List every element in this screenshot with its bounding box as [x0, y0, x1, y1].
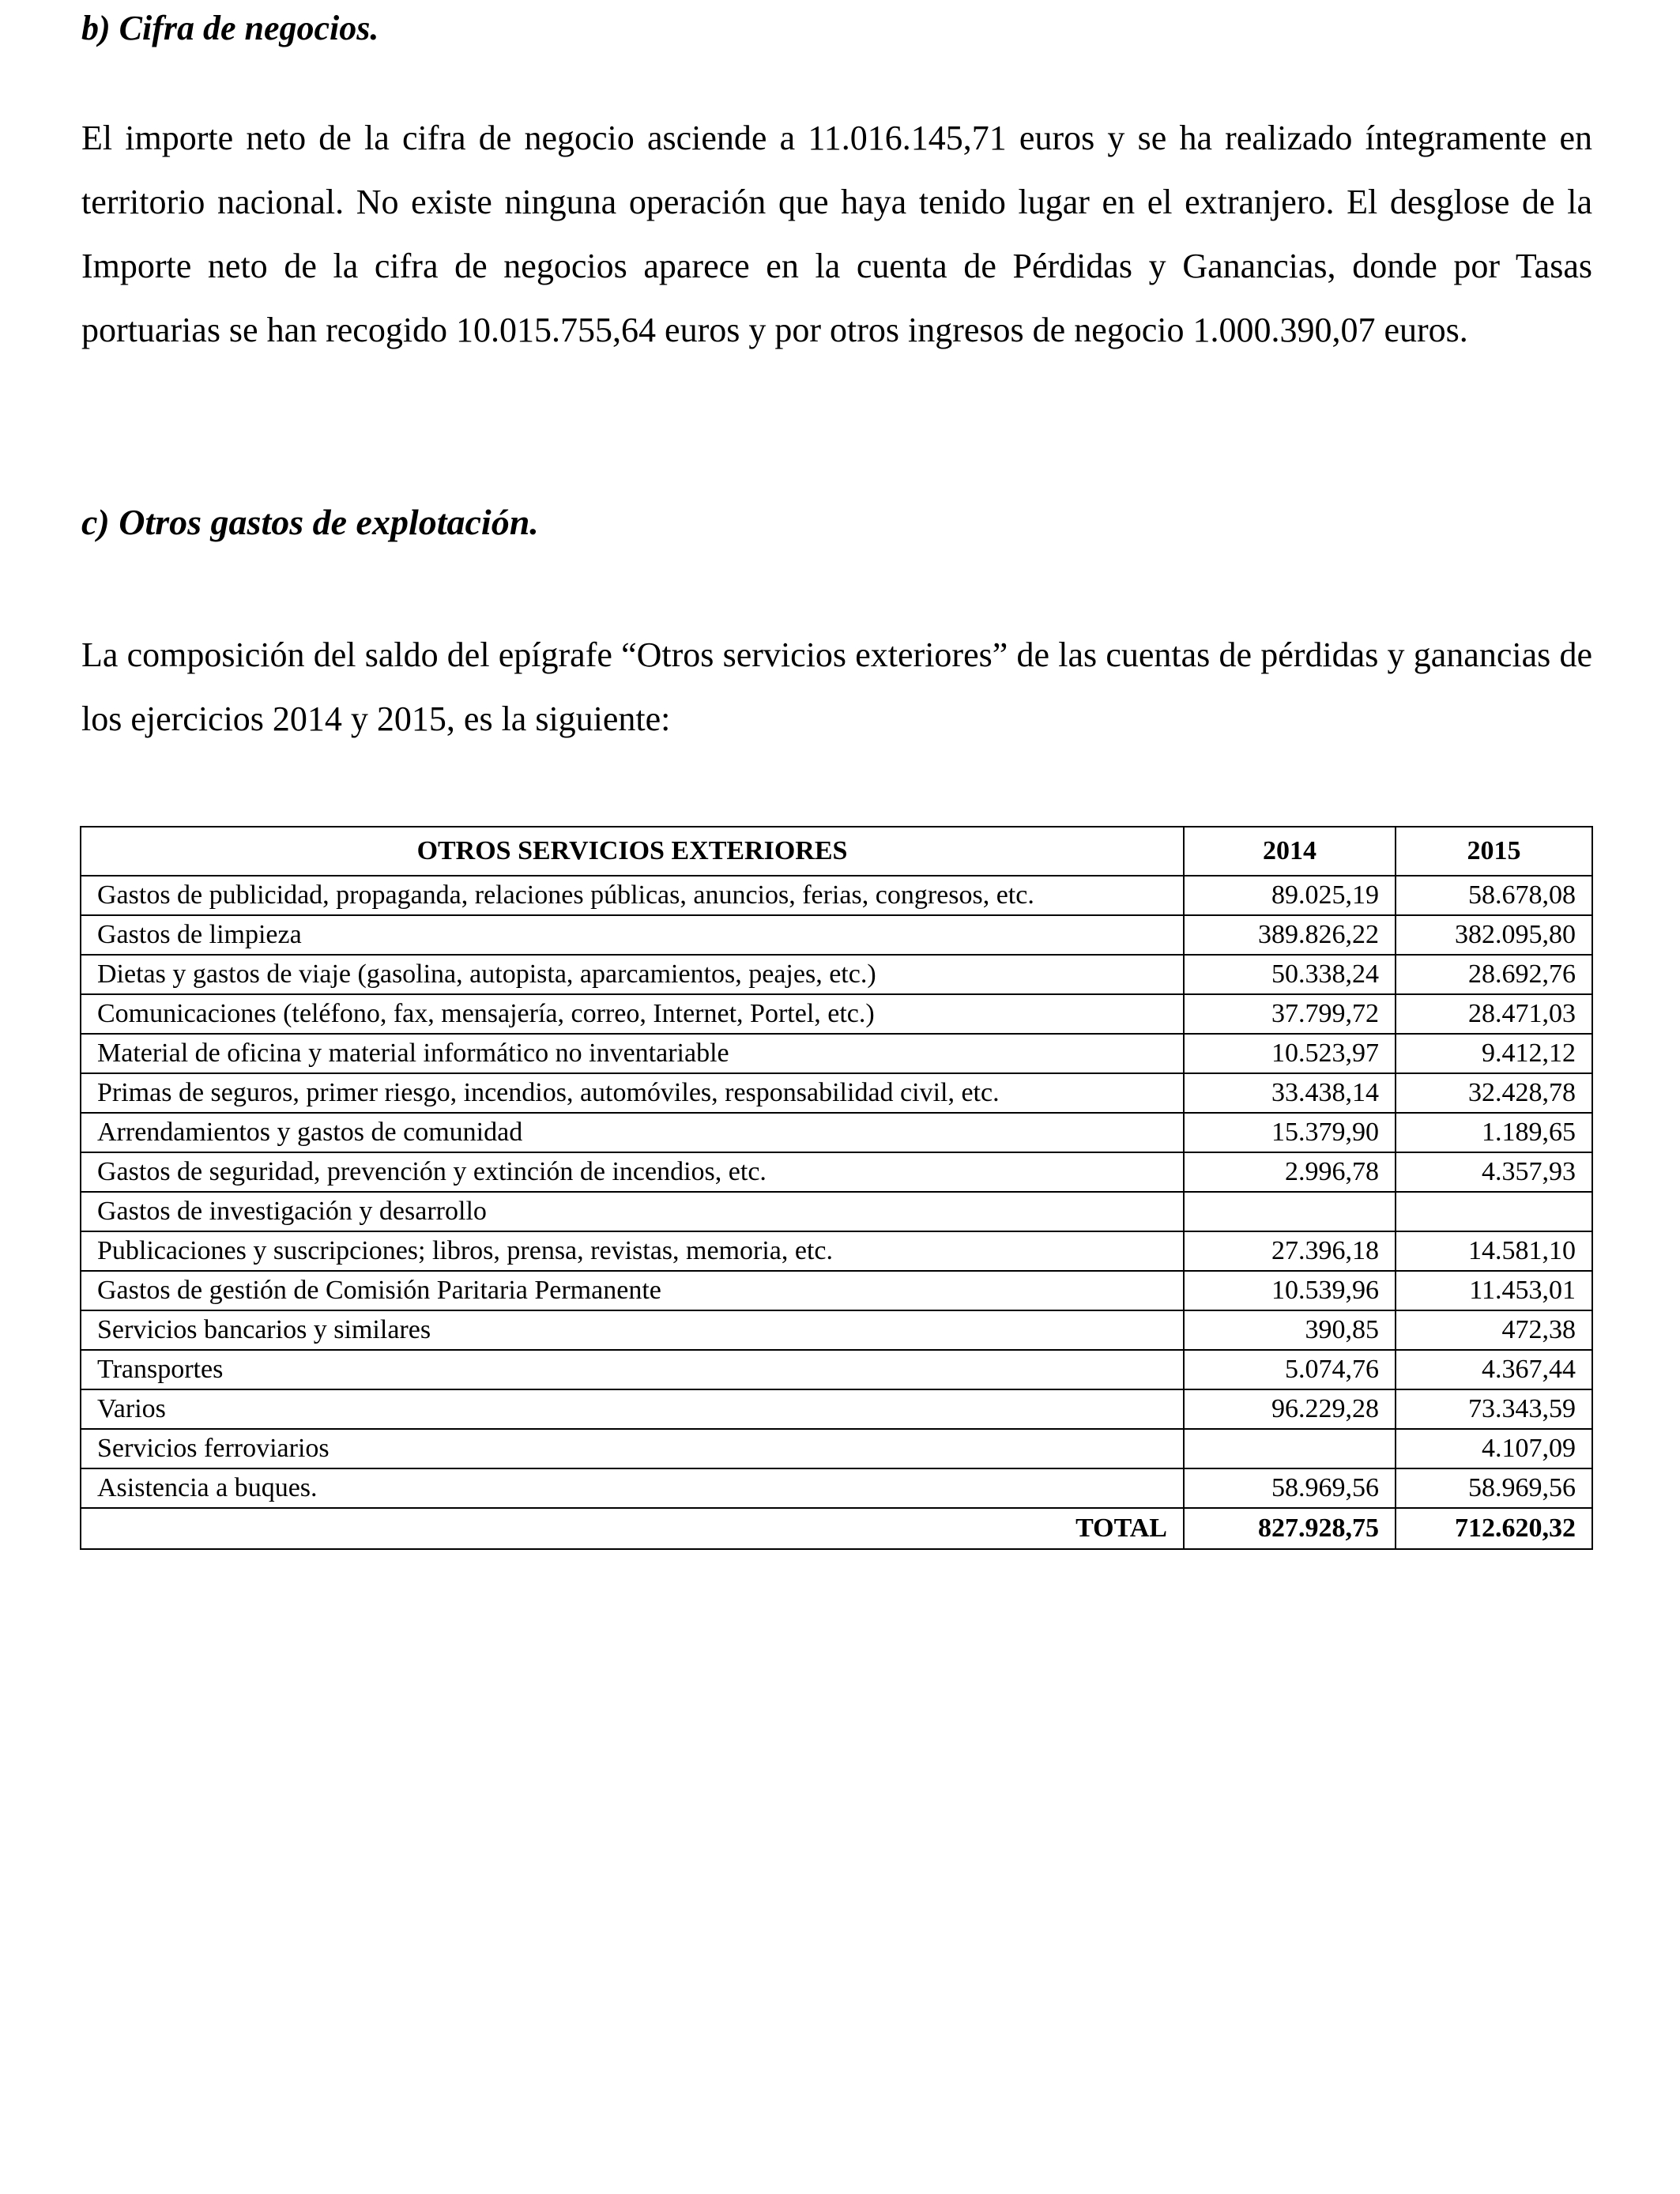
row-concept: Varios — [81, 1389, 1184, 1429]
table-row — [81, 994, 1592, 1034]
table-row — [81, 1192, 1592, 1231]
row-value-2015: 58.678,08 — [1396, 876, 1592, 915]
row-value-2014: 33.438,14 — [1184, 1073, 1396, 1113]
row-value-2014: 2.996,78 — [1184, 1152, 1396, 1192]
table-row — [81, 1231, 1592, 1271]
row-concept: Primas de seguros, primer riesgo, incendios, automóviles, responsabilidad civil, etc. — [81, 1073, 1184, 1113]
row-value-2015: 9.412,12 — [1396, 1034, 1592, 1073]
section-b-heading: b) Cifra de negocios. — [81, 9, 379, 47]
row-concept: Material de oficina y material informático no inventariable — [81, 1034, 1184, 1073]
table-row — [81, 1429, 1592, 1468]
row-concept: Gastos de investigación y desarrollo — [81, 1192, 1184, 1231]
row-value-2015: 382.095,80 — [1396, 915, 1592, 955]
header-concept: OTROS SERVICIOS EXTERIORES — [81, 827, 1184, 876]
row-value-2015: 28.471,03 — [1396, 994, 1592, 1034]
section-c-heading: c) Otros gastos de explotación. — [81, 502, 539, 542]
total-label: TOTAL — [81, 1508, 1184, 1549]
table-row — [81, 876, 1592, 915]
row-concept: Arrendamientos y gastos de comunidad — [81, 1113, 1184, 1152]
table-header-row — [81, 827, 1592, 876]
row-value-2015: 11.453,01 — [1396, 1271, 1592, 1310]
section-b-paragraph: El importe neto de la cifra de negocio asciende a 11.016.145,71 euros y se ha realizado íntegramente en territorio nacional. No existe ninguna operación que haya tenido lugar en el extranjero. El desglose de la Importe neto de la cifra de negocios aparece en la cuenta de Pérdidas y Ganancias, donde por Tasas portuarias se han recogido 10.015.755,64 euros y por otros ingresos de negocio 1.000.390,07 euros. — [81, 119, 1592, 349]
row-value-2014: 10.539,96 — [1184, 1271, 1396, 1310]
row-value-2014: 15.379,90 — [1184, 1113, 1396, 1152]
row-value-2014: 27.396,18 — [1184, 1231, 1396, 1271]
otros-servicios-table — [80, 826, 1593, 1550]
row-value-2015: 472,38 — [1396, 1310, 1592, 1350]
row-value-2014 — [1184, 1192, 1396, 1231]
row-value-2015: 4.107,09 — [1396, 1429, 1592, 1468]
row-value-2015 — [1396, 1192, 1592, 1231]
total-2014: 827.928,75 — [1184, 1508, 1396, 1549]
row-value-2015: 4.357,93 — [1396, 1152, 1592, 1192]
row-value-2014: 389.826,22 — [1184, 915, 1396, 955]
row-value-2014: 96.229,28 — [1184, 1389, 1396, 1429]
table-row — [81, 1389, 1592, 1429]
header-2014: 2014 — [1184, 827, 1396, 876]
row-concept: Asistencia a buques. — [81, 1468, 1184, 1508]
row-concept: Gastos de publicidad, propaganda, relaciones públicas, anuncios, ferias, congresos, etc. — [81, 876, 1184, 915]
table-row — [81, 1271, 1592, 1310]
row-value-2015: 28.692,76 — [1396, 955, 1592, 994]
row-concept: Servicios bancarios y similares — [81, 1310, 1184, 1350]
row-concept: Transportes — [81, 1350, 1184, 1389]
row-value-2015: 73.343,59 — [1396, 1389, 1592, 1429]
table-row — [81, 955, 1592, 994]
row-concept: Gastos de limpieza — [81, 915, 1184, 955]
row-value-2014: 58.969,56 — [1184, 1468, 1396, 1508]
table-row — [81, 1113, 1592, 1152]
table-body — [81, 876, 1592, 1508]
row-concept: Gastos de seguridad, prevención y extinción de incendios, etc. — [81, 1152, 1184, 1192]
row-concept: Servicios ferroviarios — [81, 1429, 1184, 1468]
row-value-2014: 5.074,76 — [1184, 1350, 1396, 1389]
row-value-2015: 32.428,78 — [1396, 1073, 1592, 1113]
table-row — [81, 1034, 1592, 1073]
row-value-2014: 89.025,19 — [1184, 876, 1396, 915]
table-row — [81, 1350, 1592, 1389]
table-row — [81, 1468, 1592, 1508]
row-concept: Comunicaciones (teléfono, fax, mensajería, correo, Internet, Portel, etc.) — [81, 994, 1184, 1034]
row-value-2015: 1.189,65 — [1396, 1113, 1592, 1152]
row-value-2014 — [1184, 1429, 1396, 1468]
row-value-2014: 50.338,24 — [1184, 955, 1396, 994]
row-value-2014: 390,85 — [1184, 1310, 1396, 1350]
table-row — [81, 915, 1592, 955]
row-value-2015: 58.969,56 — [1396, 1468, 1592, 1508]
table-total-row — [81, 1508, 1592, 1549]
row-concept: Dietas y gastos de viaje (gasolina, autopista, aparcamientos, peajes, etc.) — [81, 955, 1184, 994]
row-value-2015: 4.367,44 — [1396, 1350, 1592, 1389]
row-concept: Publicaciones y suscripciones; libros, prensa, revistas, memoria, etc. — [81, 1231, 1184, 1271]
total-2015: 712.620,32 — [1396, 1508, 1592, 1549]
table-row — [81, 1310, 1592, 1350]
row-value-2014: 10.523,97 — [1184, 1034, 1396, 1073]
header-2015: 2015 — [1396, 827, 1592, 876]
table-row — [81, 1073, 1592, 1113]
row-value-2015: 14.581,10 — [1396, 1231, 1592, 1271]
row-concept: Gastos de gestión de Comisión Paritaria Permanente — [81, 1271, 1184, 1310]
table-row — [81, 1152, 1592, 1192]
row-value-2014: 37.799,72 — [1184, 994, 1396, 1034]
section-c-paragraph: La composición del saldo del epígrafe “Otros servicios exteriores” de las cuentas de pérdidas y ganancias de los ejercicios 2014 y 2015, es la siguiente: — [81, 635, 1592, 738]
